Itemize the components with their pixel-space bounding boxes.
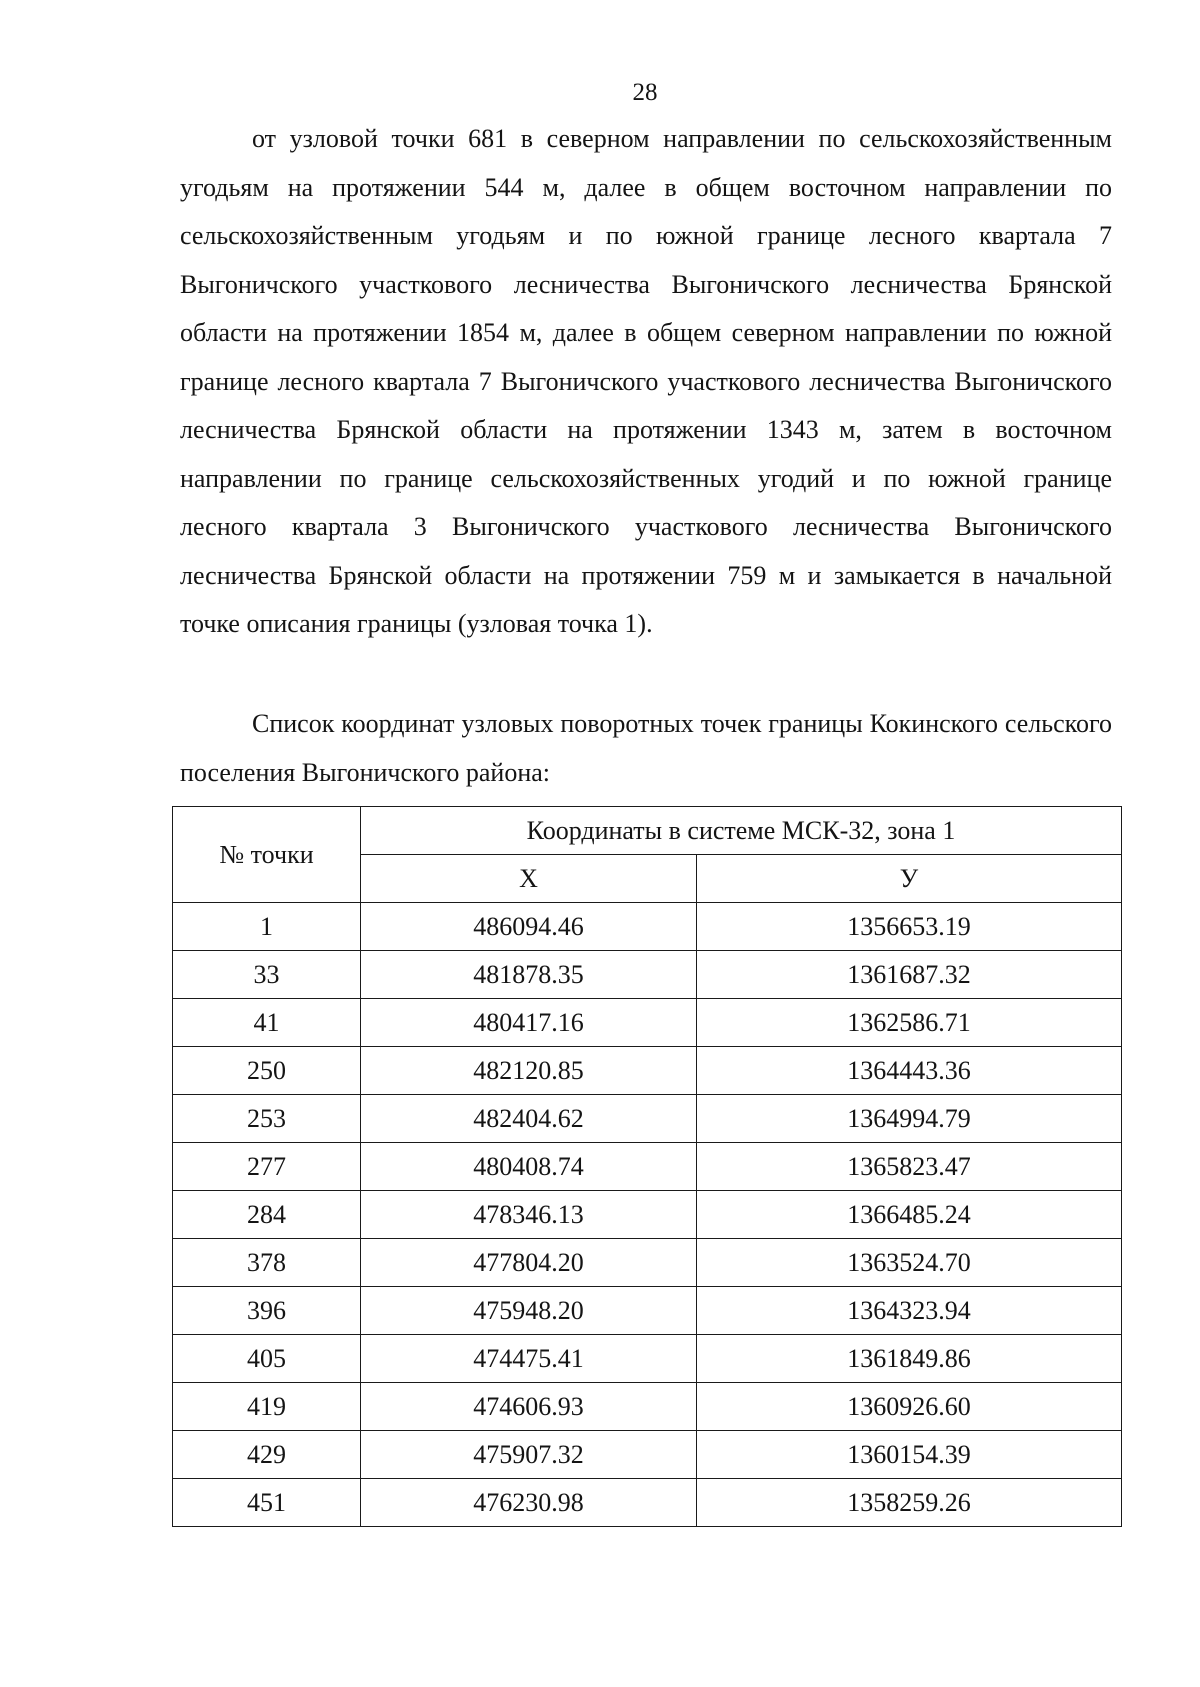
table-row — [173, 903, 1122, 951]
table-row — [173, 1239, 1122, 1287]
cell-y: 1356653.19 — [697, 903, 1122, 951]
cell-point-number: 284 — [173, 1191, 361, 1239]
coordinates-table-header — [173, 807, 1122, 903]
header-x: X — [361, 855, 697, 903]
cell-y: 1363524.70 — [697, 1239, 1122, 1287]
cell-x: 478346.13 — [361, 1191, 697, 1239]
cell-y: 1362586.71 — [697, 999, 1122, 1047]
boundary-description-paragraph: от узловой точки 681 в северном направлении по сельскохозяйственным угодьям на протяжении 544 м, далее в общем восточном направлении по сельскохозяйственным угодьям и по южной границе лесного квартала 7 Выгоничского участкового лесничества Выгоничского лесничества Брянской области на протяжении 1854 м, далее в общем северном направлении по южной границе лесного квартала 7 Выгоничского участкового лесничества Выгоничского лесничества Брянской области на протяжении 1343 м, затем в восточном направлении по границе сельскохозяйственных угодий и по южной границе лесного квартала 3 Выгоничского участкового лесничества Выгоничского лесничества Брянской области на протяжении 759 м и замыкается в начальной точке описания границы (узловая точка 1). — [180, 124, 1112, 638]
table-row — [173, 1287, 1122, 1335]
header-coordinate-system: Координаты в системе МСК-32, зона 1 — [361, 807, 1122, 855]
cell-x: 476230.98 — [361, 1479, 697, 1527]
coordinates-list-intro: Список координат узловых поворотных точек границы Кокинского сельского поселения Выгоничского района: — [180, 709, 1112, 787]
cell-y: 1361849.86 — [697, 1335, 1122, 1383]
cell-x: 474475.41 — [361, 1335, 697, 1383]
table-row — [173, 1479, 1122, 1527]
cell-y: 1364994.79 — [697, 1095, 1122, 1143]
cell-x: 477804.20 — [361, 1239, 697, 1287]
cell-point-number: 253 — [173, 1095, 361, 1143]
table-row — [173, 999, 1122, 1047]
table-row — [173, 1431, 1122, 1479]
cell-x: 482120.85 — [361, 1047, 697, 1095]
cell-x: 486094.46 — [361, 903, 697, 951]
page-number: 28 — [632, 79, 658, 106]
cell-point-number: 250 — [173, 1047, 361, 1095]
cell-y: 1360926.60 — [697, 1383, 1122, 1431]
cell-y: 1364443.36 — [697, 1047, 1122, 1095]
table-row — [173, 1383, 1122, 1431]
cell-y: 1360154.39 — [697, 1431, 1122, 1479]
cell-y: 1365823.47 — [697, 1143, 1122, 1191]
coordinates-table-body — [173, 903, 1122, 1527]
cell-point-number: 419 — [173, 1383, 361, 1431]
table-row — [173, 1143, 1122, 1191]
cell-point-number: 277 — [173, 1143, 361, 1191]
cell-x: 480417.16 — [361, 999, 697, 1047]
cell-point-number: 405 — [173, 1335, 361, 1383]
table-row — [173, 951, 1122, 999]
header-y: У — [697, 855, 1122, 903]
cell-point-number: 1 — [173, 903, 361, 951]
table-row — [173, 1047, 1122, 1095]
cell-x: 475907.32 — [361, 1431, 697, 1479]
table-row — [173, 1335, 1122, 1383]
cell-point-number: 429 — [173, 1431, 361, 1479]
cell-point-number: 396 — [173, 1287, 361, 1335]
cell-point-number: 41 — [173, 999, 361, 1047]
coordinates-table — [172, 806, 1122, 1527]
cell-x: 481878.35 — [361, 951, 697, 999]
cell-x: 474606.93 — [361, 1383, 697, 1431]
cell-x: 480408.74 — [361, 1143, 697, 1191]
header-point-number: № точки — [173, 807, 361, 903]
cell-point-number: 451 — [173, 1479, 361, 1527]
cell-y: 1358259.26 — [697, 1479, 1122, 1527]
table-row — [173, 1191, 1122, 1239]
cell-x: 482404.62 — [361, 1095, 697, 1143]
cell-point-number: 378 — [173, 1239, 361, 1287]
cell-y: 1361687.32 — [697, 951, 1122, 999]
cell-point-number: 33 — [173, 951, 361, 999]
cell-y: 1364323.94 — [697, 1287, 1122, 1335]
table-row — [173, 1095, 1122, 1143]
cell-y: 1366485.24 — [697, 1191, 1122, 1239]
cell-x: 475948.20 — [361, 1287, 697, 1335]
